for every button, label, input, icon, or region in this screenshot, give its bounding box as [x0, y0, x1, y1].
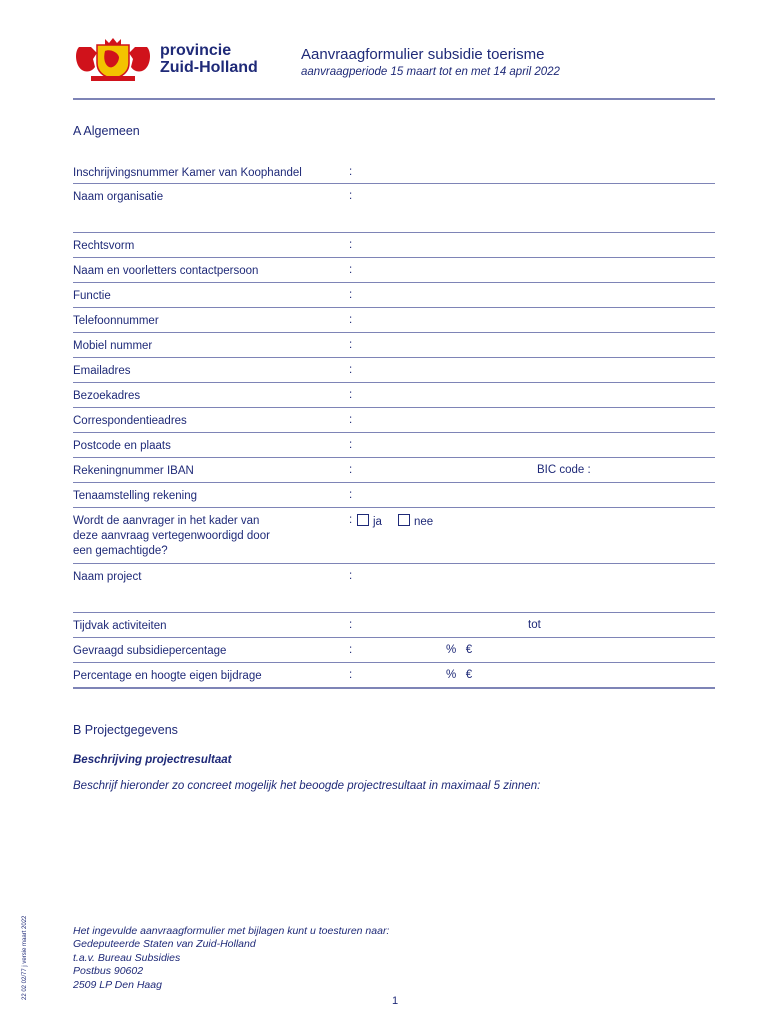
form-row-email[interactable]: Emailadres :: [73, 358, 715, 383]
document-subtitle: aanvraagperiode 15 maart tot en met 14 april 2022: [301, 66, 560, 78]
checkbox-yes[interactable]: [357, 514, 369, 526]
form-row-kvk[interactable]: Inschrijvingsnummer Kamer van Koophandel :: [73, 160, 715, 184]
form-row-mobile[interactable]: Mobiel nummer :: [73, 333, 715, 358]
province-logo: [73, 37, 153, 83]
form-row-own-contribution[interactable]: Percentage en hoogte eigen bijdrage : % €: [73, 663, 715, 689]
checkbox-no[interactable]: [398, 514, 410, 526]
form-row-organisation[interactable]: Naam organisatie :: [73, 184, 715, 233]
option-no[interactable]: nee: [398, 514, 433, 528]
option-yes[interactable]: ja: [357, 514, 382, 528]
bic-label: BIC code :: [537, 464, 591, 476]
document-code: 22 02 02/77 j versie maart 2022: [22, 915, 28, 1000]
field-label: Naam organisatie: [73, 191, 164, 203]
field-label: Rekeningnummer IBAN: [73, 465, 194, 477]
field-label: Naam project: [73, 571, 142, 583]
form-row-postcode[interactable]: Postcode en plaats :: [73, 433, 715, 458]
percent-euro-label: % €: [446, 669, 473, 681]
brand-name: [160, 42, 258, 76]
field-label: Bezoekadres: [73, 390, 141, 402]
field-label: Mobiel nummer: [73, 340, 153, 352]
page-number: 1: [392, 995, 399, 1007]
brand-line2: Zuid-Holland: [160, 59, 258, 76]
form-row-period[interactable]: Tijdvak activiteiten : tot: [73, 613, 715, 638]
section-b-title: B Projectgegevens: [73, 723, 178, 737]
field-label: Tenaamstelling rekening: [73, 490, 198, 502]
project-result-heading: Beschrijving projectresultaat: [73, 754, 232, 766]
percent-euro-label: % €: [446, 644, 473, 656]
field-label: Telefoonnummer: [73, 315, 159, 327]
field-label: Gevraagd subsidiepercentage: [73, 645, 227, 657]
form-row-contact[interactable]: Naam en voorletters contactpersoon :: [73, 258, 715, 283]
form-row-function[interactable]: Functie :: [73, 283, 715, 308]
form-row-legal-form[interactable]: Rechtsvorm :: [73, 233, 715, 258]
field-label: Correspondentieadres: [73, 415, 187, 427]
section-a-title: A Algemeen: [73, 124, 140, 138]
form-row-visit-address[interactable]: Bezoekadres :: [73, 383, 715, 408]
form-row-project-name[interactable]: Naam project :: [73, 564, 715, 613]
field-label: Rechtsvorm: [73, 240, 135, 252]
form-row-account-holder[interactable]: Tenaamstelling rekening :: [73, 483, 715, 508]
form-row-correspondence[interactable]: Correspondentieadres :: [73, 408, 715, 433]
field-label: Tijdvak activiteiten: [73, 620, 167, 632]
submission-address: Het ingevulde aanvraagformulier met bijlagen kunt u toesturen naar: Gedeputeerde Staten van Zuid-Holland t.a.v. Bureau Subsidies Postbus 90602 2509 LP Den Haag: [73, 925, 390, 991]
form-row-subsidy-percentage[interactable]: Gevraagd subsidiepercentage : % €: [73, 638, 715, 663]
field-label: Inschrijvingsnummer Kamer van Koophandel: [73, 167, 302, 179]
field-label: Wordt de aanvrager in het kader van deze aanvraag vertegenwoordigd door een gemachtigde?: [73, 515, 270, 557]
field-label: Postcode en plaats: [73, 440, 171, 452]
form-row-authorised: Wordt de aanvrager in het kader van deze aanvraag vertegenwoordigd door een gemachtigde? : ja nee: [73, 508, 715, 564]
project-result-instruction: Beschrijf hieronder zo concreet mogelijk het beoogde projectresultaat in maximaal 5 zinnen:: [73, 780, 541, 792]
field-label: Naam en voorletters contactpersoon: [73, 265, 259, 277]
header-divider: [73, 98, 715, 100]
document-title: Aanvraagformulier subsidie toerisme: [301, 46, 545, 63]
field-label: Functie: [73, 290, 111, 302]
field-label: Percentage en hoogte eigen bijdrage: [73, 670, 262, 682]
form-row-phone[interactable]: Telefoonnummer :: [73, 308, 715, 333]
brand-line1: provincie: [160, 42, 232, 59]
form-row-iban[interactable]: Rekeningnummer IBAN : BIC code :: [73, 458, 715, 483]
general-form: [73, 160, 715, 689]
field-label: Emailadres: [73, 365, 131, 377]
period-to-label: tot: [528, 619, 541, 631]
